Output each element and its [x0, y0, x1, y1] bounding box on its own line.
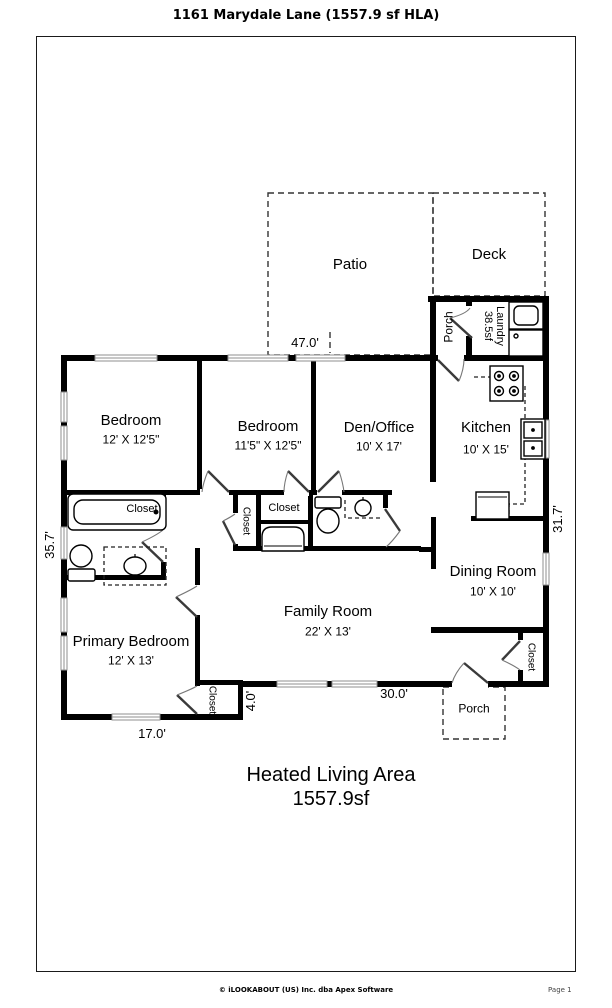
deck-outline — [433, 193, 545, 296]
heated-living-area-title: Heated Living Area — [246, 764, 416, 786]
laundry-name: Laundry — [494, 306, 507, 346]
refrigerator-icon — [476, 492, 509, 519]
patio-outline — [268, 193, 433, 355]
closet-label-rear: Closet — [206, 685, 218, 715]
toilet-icon — [68, 545, 95, 581]
stove-icon — [490, 366, 523, 401]
footer-page-number: Page 1 — [548, 986, 572, 994]
room-label-bedroom1: Bedroom — [100, 411, 162, 429]
room-label-bedroom2: Bedroom — [237, 417, 299, 435]
kitchen-sink-icon — [521, 419, 545, 459]
room-dims-primary-bedroom: 12' X 13' — [108, 653, 154, 668]
closet-label-hall: Closet — [126, 502, 158, 515]
room-label-porch-bottom: Porch — [458, 701, 490, 716]
dimension-right-height: 31.7' — [549, 505, 565, 533]
washer-icon — [509, 302, 543, 329]
dimension-top-width: 47.0' — [291, 334, 319, 350]
room-dims-bedroom1: 12' X 12'5" — [102, 432, 160, 447]
dimension-bottom-left: 17.0' — [138, 725, 166, 741]
dimension-bottom-main: 30.0' — [380, 685, 408, 701]
room-label-patio: Patio — [332, 255, 368, 273]
room-dims-bedroom2: 11'5" X 12'5" — [234, 438, 302, 453]
page-title: 1161 Marydale Lane (1557.9 sf HLA) — [172, 8, 440, 23]
room-dims-den-office: 10' X 17' — [356, 439, 402, 454]
closet-label-family: Closet — [525, 642, 537, 672]
toilet2-icon — [315, 497, 341, 533]
room-dims-kitchen: 10' X 15' — [463, 442, 509, 457]
room-dims-dining-room: 10' X 10' — [470, 584, 516, 599]
room-label-kitchen: Kitchen — [460, 418, 512, 436]
dimension-left-height: 35.7' — [41, 531, 57, 559]
dimension-step: 4.0' — [242, 690, 258, 712]
room-label-primary-bedroom: Primary Bedroom — [72, 632, 190, 650]
room-label-dining-room: Dining Room — [449, 562, 537, 580]
room-label-family-room: Family Room — [283, 602, 373, 620]
water-heater-icon — [262, 527, 304, 551]
bathroom-sink-icon — [124, 554, 146, 575]
bath2-sink-icon — [355, 497, 371, 516]
room-label-laundry — [482, 306, 506, 346]
room-label-den-office: Den/Office — [343, 418, 415, 436]
closet-label-narrow: Closet — [240, 506, 252, 536]
room-label-porch-top: Porch — [441, 311, 456, 343]
footer-copyright: © iLOOKABOUT (US) Inc. dba Apex Software — [218, 986, 394, 994]
room-label-deck: Deck — [471, 245, 507, 263]
dryer-icon — [509, 330, 543, 356]
door-gaps — [160, 306, 524, 714]
laundry-area: 38.5sf — [482, 311, 494, 341]
closet-label-middle: Closet — [268, 501, 300, 514]
room-dims-family-room: 22' X 13' — [305, 624, 351, 639]
heated-living-area-value: 1557.9sf — [292, 788, 370, 810]
